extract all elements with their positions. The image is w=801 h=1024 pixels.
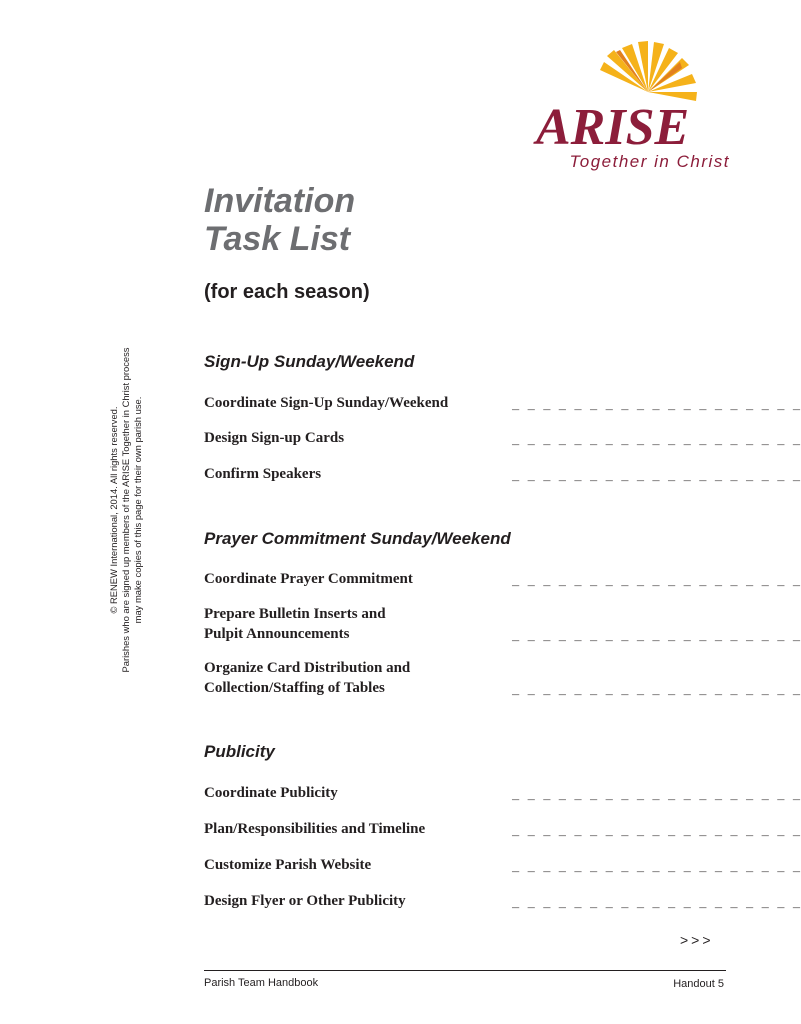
task-blank-line[interactable]: _ _ _ _ _ _ _ _ _ _ _ _ _ _ _ _ _ _ _ [512,825,801,839]
task-item [204,549,801,589]
task-label: Design Flyer or Other Publicity [204,893,406,909]
task-blank-line[interactable]: _ _ _ _ _ _ _ _ _ _ _ _ _ _ _ _ _ _ _ [512,861,801,875]
arise-wordmark: ARISE [536,99,690,156]
logo-tagline: Together in Christ [569,152,730,171]
task-label: Customize Parish Website [204,857,372,873]
task-item [204,444,801,484]
task-label: Coordinate Prayer Commitment [204,571,413,587]
task-label: Coordinate Sign-Up Sunday/Weekend [204,395,449,411]
title-line-1: Invitation [204,182,356,220]
task-label: Plan/Responsibilities and Timeline [204,821,426,837]
task-blank-line[interactable]: _ _ _ _ _ _ _ _ _ _ _ _ _ _ _ _ _ _ _ [512,897,801,911]
section-heading-sign-up: Sign-Up Sunday/Weekend [204,352,415,371]
footer-handbook-title: Parish Team Handbook [204,977,319,989]
footer-divider [204,970,726,971]
sunburst-icon [530,40,730,156]
title-line-2: Task List [204,220,351,258]
task-label: Coordinate Publicity [204,785,338,801]
task-label: Prepare Bulletin Inserts and Pulpit Announcements [204,606,386,642]
page-title [204,182,355,258]
task-item [204,658,801,698]
section-heading-publicity: Publicity [204,742,275,761]
task-blank-line[interactable]: _ _ _ _ _ _ _ _ _ _ _ _ _ _ _ _ _ _ _ [512,470,801,484]
footer-handout-number: Handout 5 [673,978,724,990]
task-item [204,373,801,413]
task-blank-line[interactable]: _ _ _ _ _ _ _ _ _ _ _ _ _ _ _ _ _ _ _ [512,684,801,698]
arise-logo [530,40,730,180]
task-blank-line[interactable]: _ _ _ _ _ _ _ _ _ _ _ _ _ _ _ _ _ _ _ [512,434,801,448]
task-label: Design Sign-up Cards [204,430,345,446]
task-blank-line[interactable]: _ _ _ _ _ _ _ _ _ _ _ _ _ _ _ _ _ _ _ [512,630,801,644]
copyright-line-2: Parishes who are signed up members of the ARISE Together in Christ process [120,347,131,673]
task-item [204,763,801,803]
task-item [204,871,801,911]
task-blank-line[interactable]: _ _ _ _ _ _ _ _ _ _ _ _ _ _ _ _ _ _ _ [512,789,801,803]
task-label: Confirm Speakers [204,466,322,482]
section-heading-prayer-commitment: Prayer Commitment Sunday/Weekend [204,529,511,548]
task-blank-line[interactable]: _ _ _ _ _ _ _ _ _ _ _ _ _ _ _ _ _ _ _ [512,575,801,589]
task-blank-line[interactable]: _ _ _ _ _ _ _ _ _ _ _ _ _ _ _ _ _ _ _ [512,399,801,413]
copyright-line-3: may make copies of this page for their own parish use. [132,396,143,624]
continue-marker: >>> [680,932,714,948]
task-item [204,408,801,448]
copyright-notice [108,340,144,680]
copyright-line-1: © RENEW International, 2014. All rights reserved. [108,406,119,614]
task-item [204,604,801,644]
task-item [204,799,801,839]
task-label: Organize Card Distribution and Collection/Staffing of Tables [204,660,411,696]
task-item [204,835,801,875]
page-subtitle: (for each season) [204,281,370,303]
